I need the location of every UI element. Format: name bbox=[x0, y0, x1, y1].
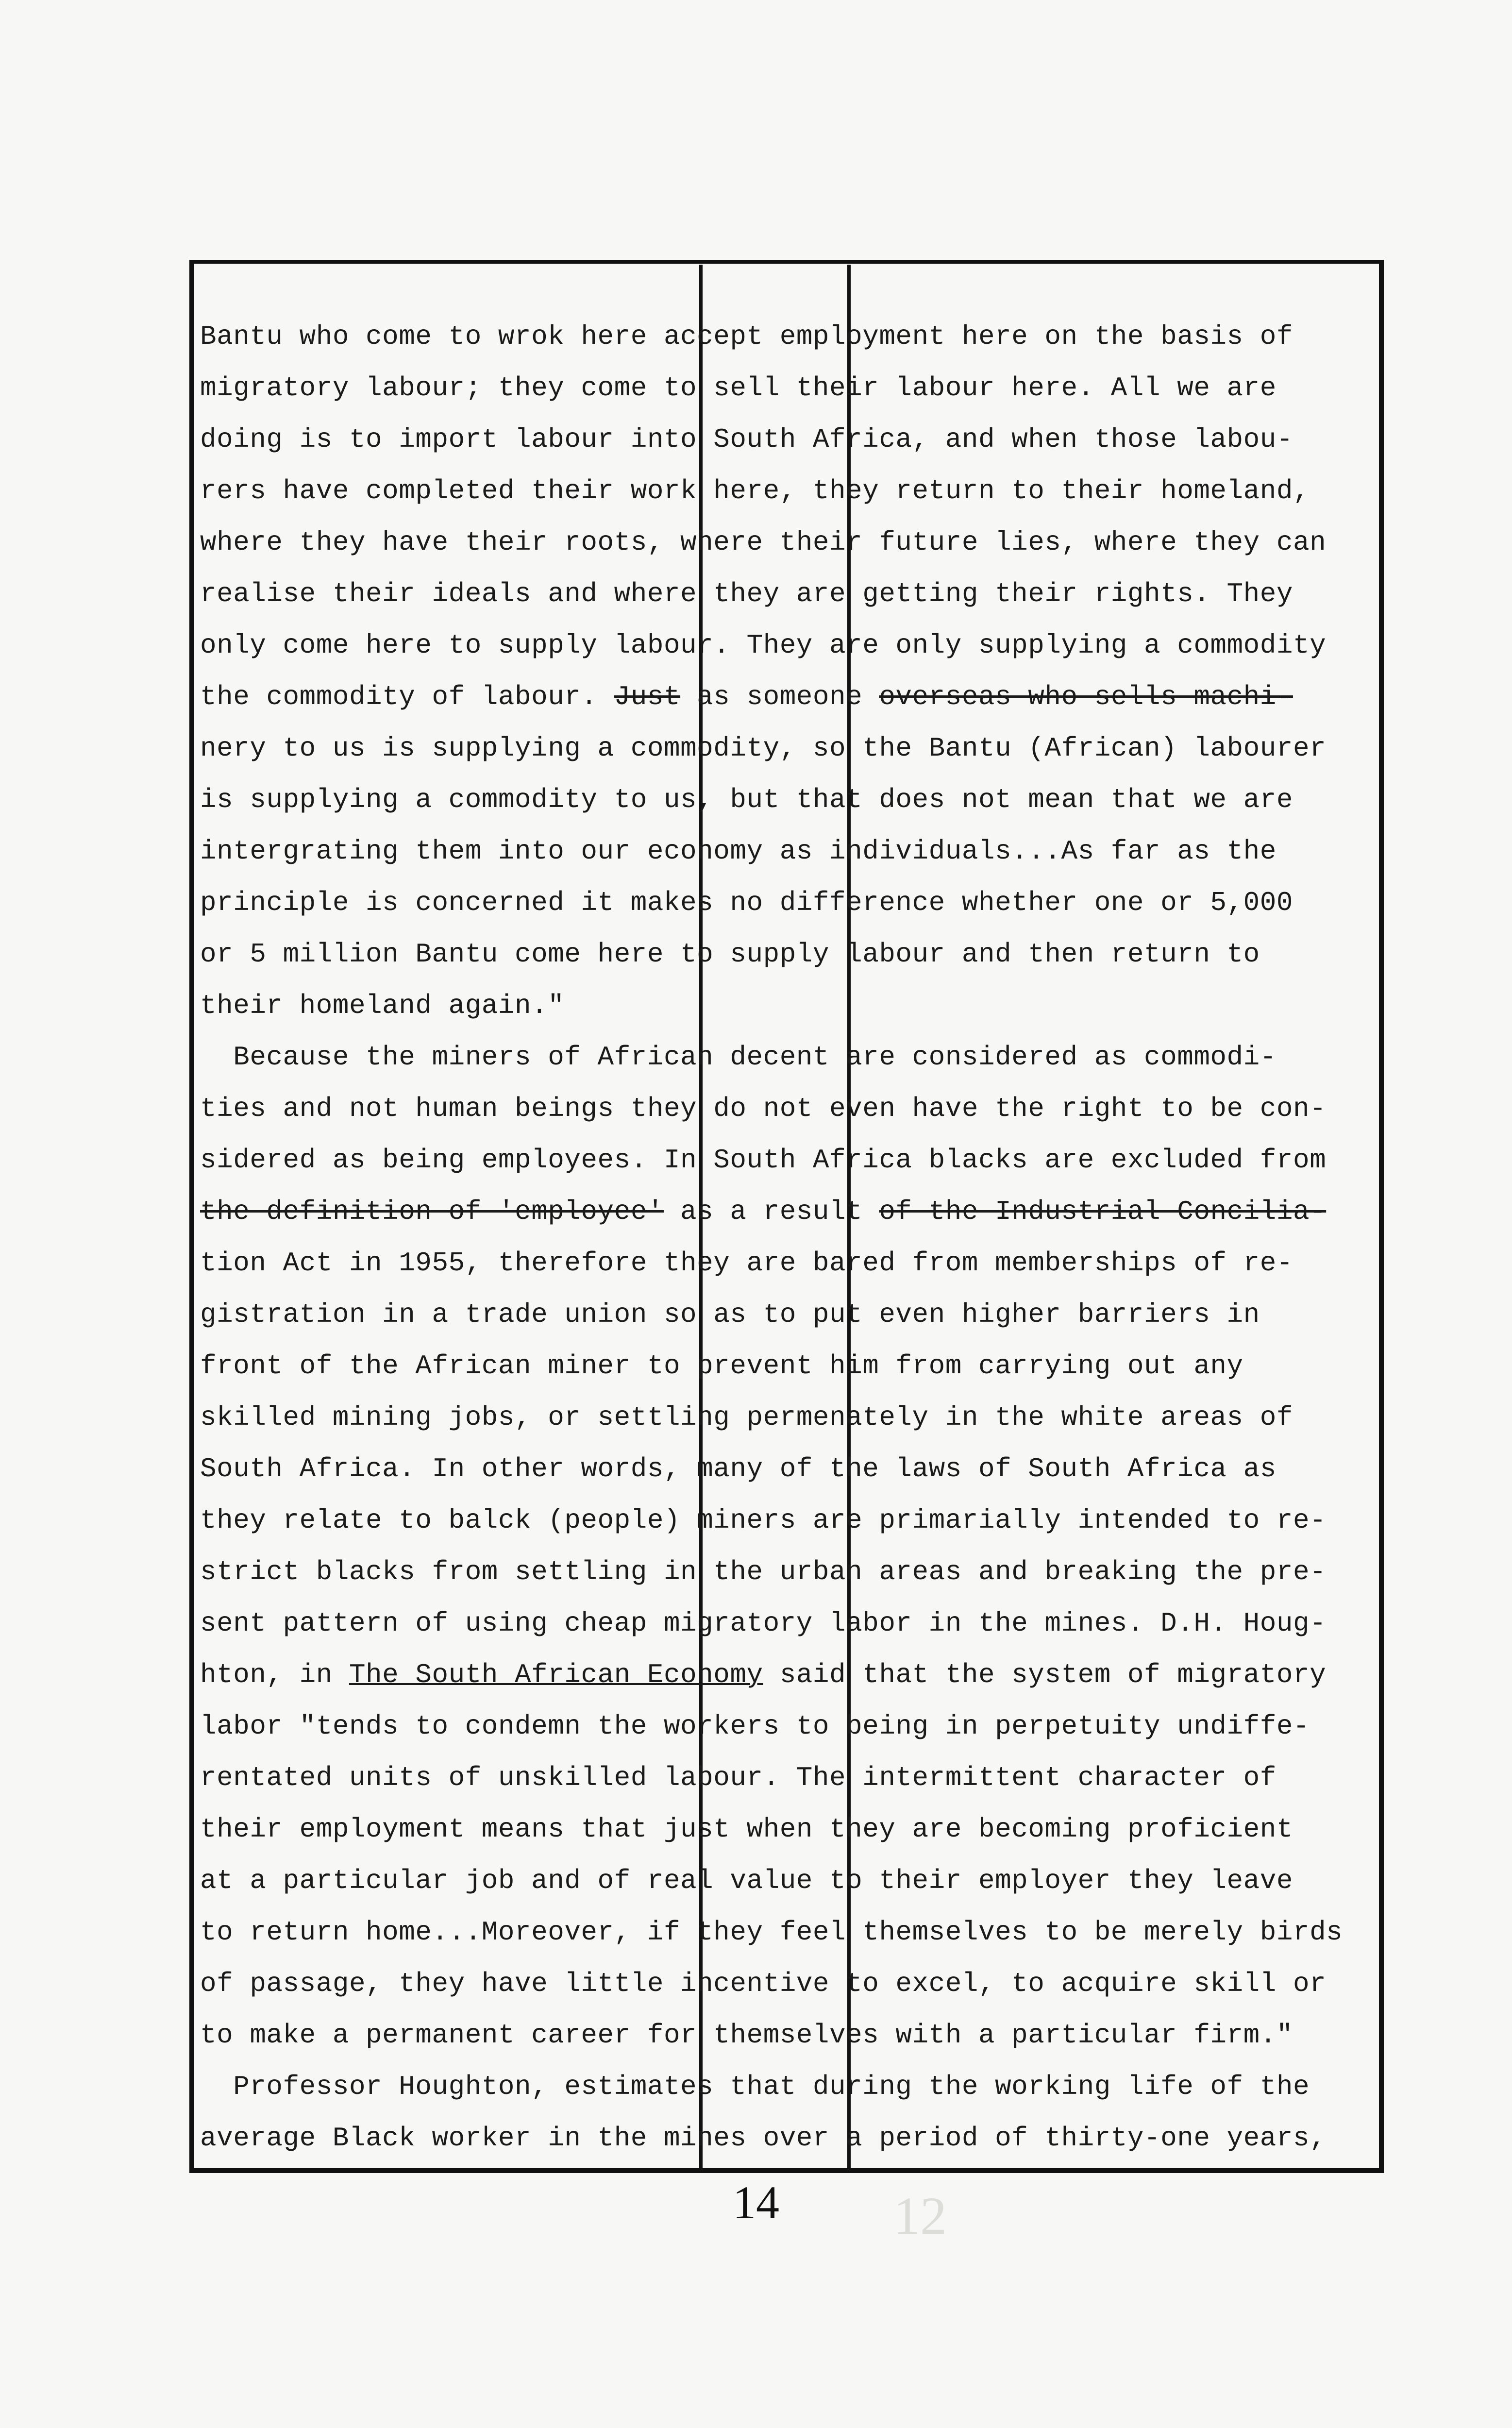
text-line: Bantu who come to wrok here accept employment here on the basis of bbox=[200, 321, 1293, 352]
text-line: or 5 million Bantu come here to supply labour and then return to bbox=[200, 939, 1260, 970]
text-line: of passage, they have little incentive to excel, to acquire skill or bbox=[200, 1968, 1327, 1999]
text-line: is supplying a commodity to us, but that does not mean that we are bbox=[200, 784, 1293, 815]
text-line: doing is to import labour into South Africa, and when those labou- bbox=[200, 424, 1293, 455]
text-span: as a result bbox=[663, 1196, 879, 1227]
struck-text: overseas who sells machi- bbox=[879, 681, 1293, 712]
text-line: gistration in a trade union so as to put even higher barriers in bbox=[200, 1299, 1260, 1330]
text-line bbox=[200, 1649, 1375, 1701]
struck-text: of the Industrial Concilia- bbox=[879, 1196, 1327, 1227]
text-line bbox=[200, 671, 1375, 723]
document-body bbox=[200, 311, 1375, 2164]
text-line: their employment means that just when they are becoming proficient bbox=[200, 1814, 1293, 1845]
text-line: nery to us is supplying a commodity, so the Bantu (African) labourer bbox=[200, 733, 1327, 764]
text-line: strict blacks from settling in the urban areas and breaking the pre- bbox=[200, 1556, 1327, 1587]
text-line: Professor Houghton, estimates that during the working life of the bbox=[200, 2071, 1310, 2102]
text-line: labor "tends to condemn the workers to being in perpetuity undiffe- bbox=[200, 1711, 1310, 1742]
text-line: migratory labour; they come to sell their labour here. All we are bbox=[200, 372, 1277, 404]
text-line: realise their ideals and where they are getting their rights. They bbox=[200, 578, 1293, 609]
text-line: sent pattern of using cheap migratory labor in the mines. D.H. Houg- bbox=[200, 1608, 1327, 1639]
text-line: where they have their roots, where their future lies, where they can bbox=[200, 527, 1327, 558]
text-line: principle is concerned it makes no difference whether one or 5,000 bbox=[200, 887, 1293, 918]
text-line: South Africa. In other words, many of the laws of South Africa as bbox=[200, 1453, 1277, 1484]
text-span: hton, in bbox=[200, 1659, 349, 1690]
text-line: intergrating them into our economy as individuals...As far as the bbox=[200, 836, 1277, 867]
text-line: front of the African miner to prevent him from carrying out any bbox=[200, 1350, 1243, 1382]
text-span: as someone bbox=[680, 681, 879, 712]
text-span: said that the system of migratory bbox=[763, 1659, 1327, 1690]
struck-text: the definition of 'employee' bbox=[200, 1196, 664, 1227]
text-line: to make a permanent career for themselves with a particular firm." bbox=[200, 2020, 1293, 2051]
text-line: skilled mining jobs, or settling permenately in the white areas of bbox=[200, 1402, 1293, 1433]
text-line: tion Act in 1955, therefore they are bared from memberships of re- bbox=[200, 1248, 1293, 1279]
text-line: their homeland again." bbox=[200, 990, 565, 1021]
text-line: rentated units of unskilled labour. The intermittent character of bbox=[200, 1762, 1277, 1793]
text-line: to return home...Moreover, if they feel themselves to be merely birds bbox=[200, 1917, 1343, 1948]
text-line: at a particular job and of real value to their employer they leave bbox=[200, 1865, 1293, 1896]
text-line: average Black worker in the mines over a period of thirty-one years, bbox=[200, 2123, 1327, 2154]
text-line: Because the miners of African decent are considered as commodi- bbox=[200, 1042, 1277, 1073]
text-line: they relate to balck (people) miners are primarially intended to re- bbox=[200, 1505, 1327, 1536]
text-line: ties and not human beings they do not even have the right to be con- bbox=[200, 1093, 1327, 1124]
text-span: the commodity of labour. bbox=[200, 681, 614, 712]
text-line bbox=[200, 1186, 1375, 1237]
text-line: sidered as being employees. In South Africa blacks are excluded from bbox=[200, 1145, 1327, 1176]
underlined-title: The South African Economy bbox=[349, 1659, 763, 1690]
page-number: 14 bbox=[733, 2176, 779, 2228]
struck-text: Just bbox=[614, 681, 681, 712]
text-line: only come here to supply labour. They are only supplying a commodity bbox=[200, 630, 1327, 661]
text-line: rers have completed their work here, they return to their homeland, bbox=[200, 475, 1310, 506]
bleed-through-page-number: 12 bbox=[893, 2186, 947, 2245]
